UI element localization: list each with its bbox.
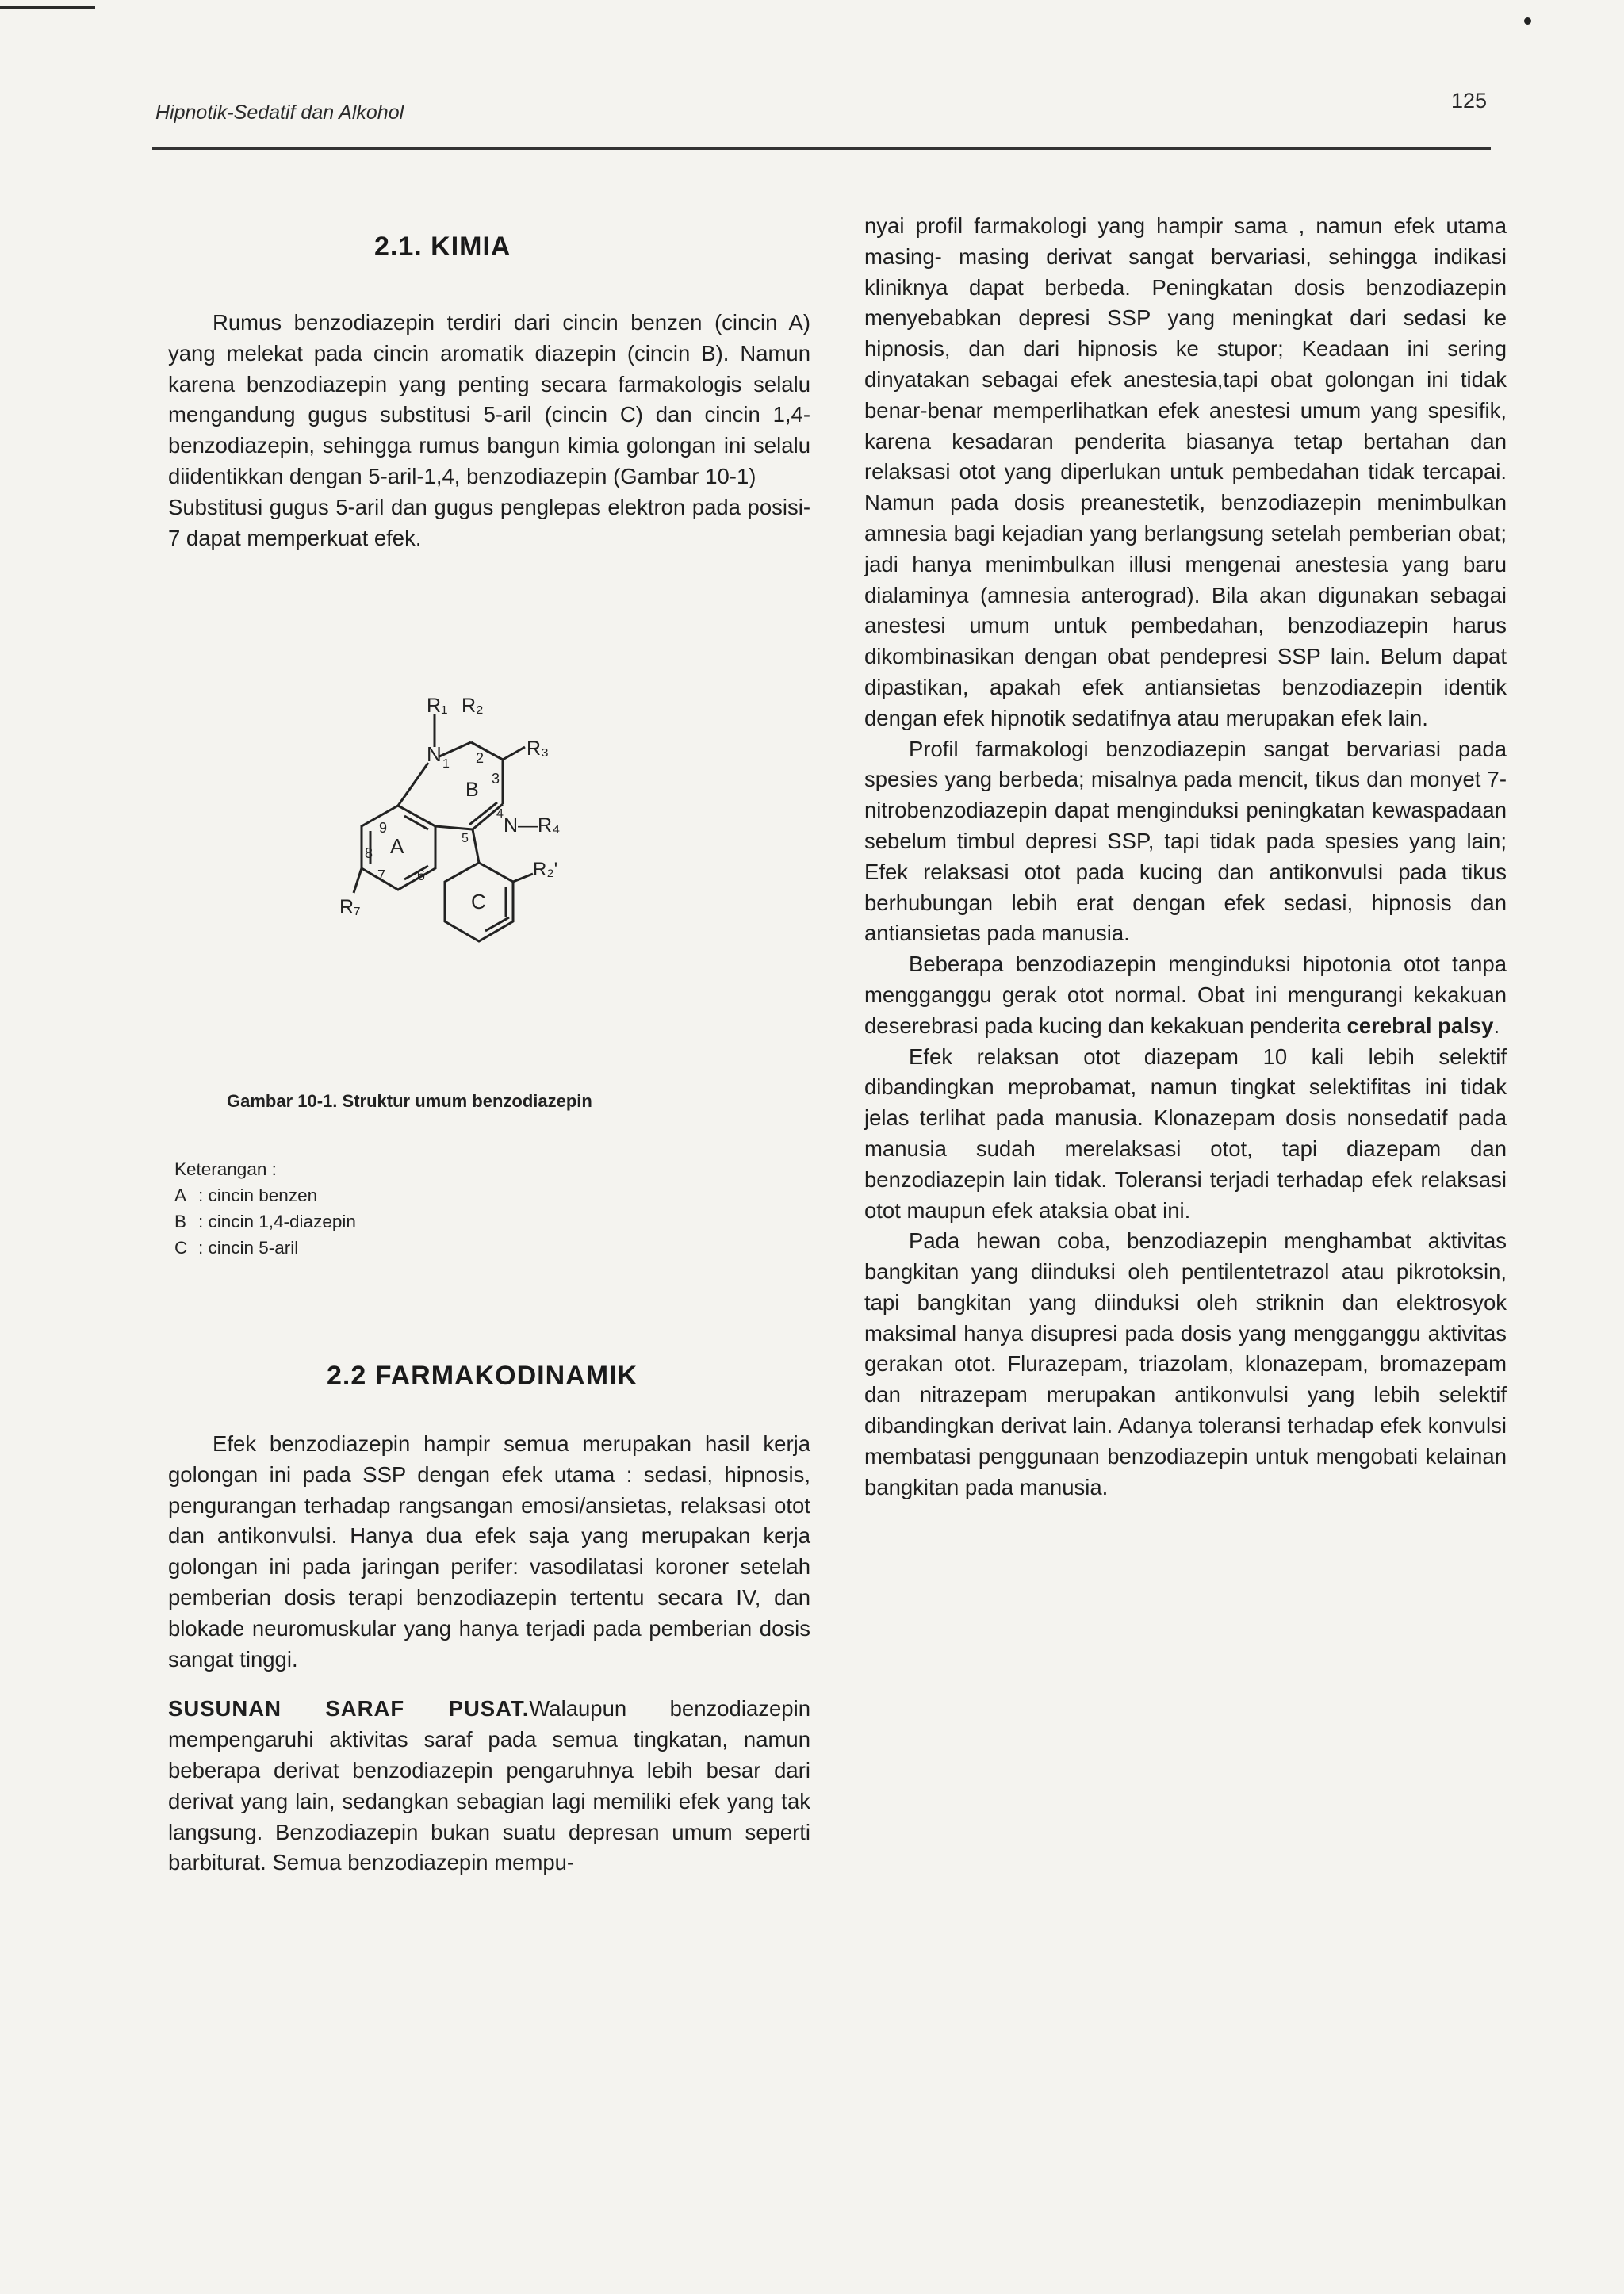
label-pos-6: 6 (417, 867, 426, 883)
legend-text: : cincin benzen (198, 1185, 318, 1205)
label-r3: R₃ (527, 737, 550, 760)
top-edge-rule (0, 6, 95, 9)
label-r1: R₁ (427, 695, 448, 717)
label-r2: R₂ (462, 695, 484, 717)
legend-row-c (174, 1235, 356, 1261)
benzodiazepine-structure-diagram (295, 695, 644, 1036)
legend-title: Keterangan : (174, 1159, 277, 1179)
label-pos-1: 1 (442, 757, 450, 771)
right-column-text (864, 211, 1507, 1503)
farmakodinamik-paragraph-1: Efek benzodiazepin hampir semua merupakan hasil kerja golongan ini pada SSP dengan efek utama : sedasi, hipnosis, pengurangan terhadap rangsangan emosi/ansietas, relaksasi otot dan antikonvulsi. Hanya dua efek saja yang merupakan kerja golongan ini pada jaringan perifer: vasodilatasi koroner setelah pemberian dosis terapi benzodiazepin tertentu secara IV, dan blokade neuromuskular yang hanya terjadi pada pemberian dosis sangat tinggi. (168, 1431, 810, 1672)
ssp-paragraph (168, 1694, 810, 1878)
figure-caption: Gambar 10-1. Struktur umum benzodiazepin (227, 1091, 592, 1111)
legend-row-a (174, 1182, 356, 1208)
legend-key: B (174, 1212, 187, 1231)
right-paragraph-2: Profil farmakologi benzodiazepin sangat bervariasi pada spesies yang berbeda; misalnya pada mencit, tikus dan monyet 7- nitrobenzodiazepin dapat menginduksi peningkatan kewaspadaan sebelum timbul depresi SSP, tapi tidak pada spesies yang lain; Efek relaksasi otot pada kucing dan antikonvulsi pada tikus berhubungan lebih erat dengan efek sedasi, hipnosis dan antiansietas pada manusia. (864, 736, 1507, 946)
label-n4-r4: N—R₄ (504, 814, 561, 837)
section-title-farmakodinamik: 2.2 FARMAKODINAMIK (327, 1361, 638, 1391)
farmakodinamik-text (168, 1429, 810, 1878)
label-n1: N (427, 742, 442, 766)
label-ring-b: B (465, 779, 479, 801)
page-number: 125 (1451, 89, 1488, 113)
label-pos-9: 9 (379, 820, 388, 836)
corner-dot (1524, 17, 1531, 25)
kimia-paragraph-2: Substitusi gugus 5-aril dan gugus penglepas elektron pada posisi- 7 dapat memperkuat efek. (168, 494, 810, 550)
legend-key: A (174, 1185, 187, 1205)
label-pos-7: 7 (377, 867, 386, 883)
label-pos-5: 5 (462, 832, 469, 845)
right-paragraph-3-end: . (1493, 1013, 1500, 1038)
ssp-lead-in: SUSUNAN SARAF PUSAT. (168, 1696, 530, 1721)
legend-text: : cincin 1,4-diazepin (198, 1212, 356, 1231)
label-r2-prime: R₂' (533, 859, 558, 880)
running-head: Hipnotik-Sedatif dan Alkohol (155, 101, 404, 124)
right-paragraph-5: Pada hewan coba, benzodiazepin menghambat aktivitas bangkitan yang diinduksi oleh pentilentetrazol atau pikrotoksin, tapi bangkitan yang diinduksi oleh striknin dan elektrosyok maksimal hanya disupresi pada dosis yang mengganggu aktivitas gerakan otot. Flurazepam, triazolam, klonazepam, bromazepam dan nitrazepam merupakan antikonvulsi yang lebih selektif dibandingkan derivat lain. Adanya toleransi terhadap efek konvulsi membatasi penggunaan benzodiazepin untuk mengobati kelainan bangkitan pada manusia. (864, 1228, 1507, 1499)
benzodiazepine-structure-figure (295, 695, 644, 1036)
right-paragraph-4: Efek relaksan otot diazepam 10 kali lebih selektif dibandingkan meprobamat, namun tingkat selektifitas ini tidak jelas terlihat pada manusia. Klonazepam dosis nonsedatif pada manusia sudah merelaksasi otot, tapi diazepam dan benzodiazepin lain tidak. Toleransi terjadi terhadap efek relaksasi otot maupun efek ataksia obat ini. (864, 1044, 1507, 1223)
figure-legend (174, 1156, 356, 1261)
label-ring-a: A (390, 834, 404, 858)
ssp-text: Walaupun benzodiazepin mempengaruhi aktivitas saraf pada semua tingkatan, namun beberapa derivat benzodiazepin pengaruhnya lebih besar dari derivat yang lain, sedangkan sebagian lagi memiliki efek yang tak langsung. Benzodiazepin bukan suatu depresan umum seperti barbiturat. Semua benzodiazepin mempu- (168, 1696, 810, 1875)
legend-text: : cincin 5-aril (198, 1238, 299, 1258)
kimia-paragraph-1: Rumus benzodiazepin terdiri dari cincin benzen (cincin A) yang melekat pada cincin aromatik diazepin (cincin B). Namun karena benzodiazepin yang penting secara farmakologis selalu mengandung gugus substitusi 5-aril (cincin C) dan cincin 1,4-benzodiazepin, sehingga rumus bangun kimia golongan ini selalu diidentikkan dengan 5-aril-1,4, benzodiazepin (Gambar 10-1) (168, 310, 810, 488)
label-pos-4: 4 (496, 807, 504, 821)
legend-key: C (174, 1238, 188, 1258)
header-rule (152, 147, 1491, 150)
section-title-kimia: 2.1. KIMIA (374, 232, 511, 262)
right-paragraph-1: nyai profil farmakologi yang hampir sama , namun efek utama masing- masing derivat sangat bervariasi, sehingga indikasi kliniknya dapat berbeda. Peningkatan dosis benzodiazepin menyebabkan depresi SSP yang meningkat dari sedasi ke hipnosis, dan dari hipnosis ke stupor; Keadaan ini sering dinyatakan sebagai efek anestesia,tapi obat golongan ini tidak benar-benar memperlihatkan efek anestesi umum yang spesifik, karena kesadaran penderita biasanya tetap bertahan dan relaksasi otot yang diperlukan untuk pembedahan tidak tercapai. Namun pada dosis preanestetik, benzodiazepin menimbulkan amnesia bagi kejadian yang berlangsung setelah pemberian obat; jadi hanya menimbulkan illusi mengenai anestesia yang baru dialaminya (amnesia anterograd). Bila akan digunakan sebagai anestesi umum untuk pembedahan, benzodiazepin harus dikombinasikan dengan obat pendepresi SSP lain. Belum dapat dipastikan, apakah efek antiansietas benzodiazepin identik dengan efek hipnotik sedatifnya atau merupakan efek lain. (864, 213, 1507, 730)
label-r7: R₇ (339, 896, 361, 918)
label-pos-3: 3 (492, 771, 500, 787)
legend-row-b (174, 1208, 356, 1235)
label-pos-8: 8 (365, 845, 373, 861)
right-paragraph-3 (864, 949, 1507, 1041)
kimia-text (168, 308, 810, 553)
label-pos-2: 2 (476, 750, 485, 766)
cerebral-palsy-term: cerebral palsy (1346, 1013, 1494, 1038)
right-paragraph-3-text: Beberapa benzodiazepin menginduksi hipotonia otot tanpa mengganggu gerak otot normal. Obat ini mengurangi kekakuan deserebrasi pada kucing dan kekakuan penderita (864, 952, 1507, 1038)
label-ring-c: C (471, 890, 486, 913)
